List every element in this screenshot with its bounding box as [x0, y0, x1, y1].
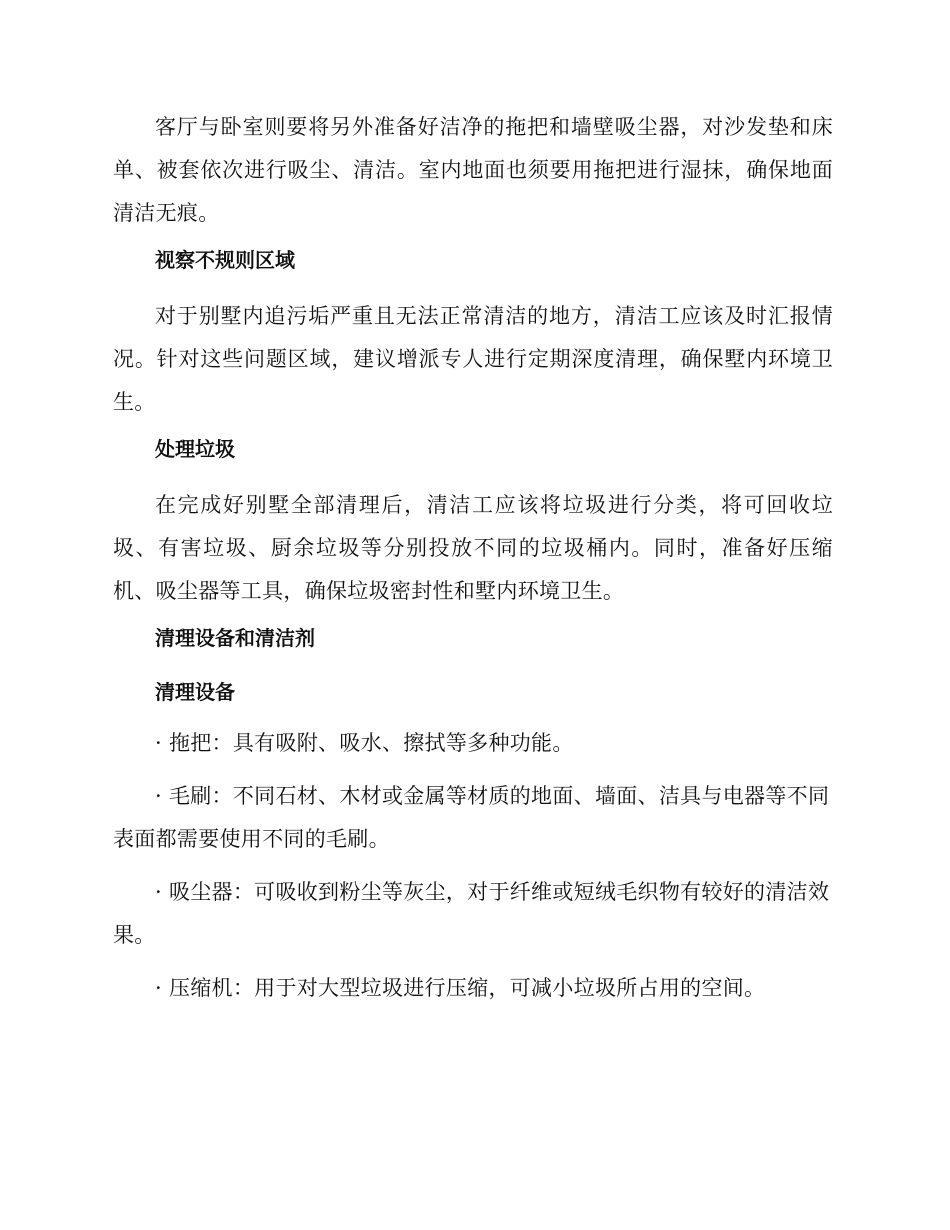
list-item-compressor: · 压缩机：用于对大型垃圾进行压缩，可减小垃圾所占用的空间。	[155, 976, 766, 1000]
list-item-brush: · 毛刷：不同石材、木材或金属等材质的地面、墙面、洁具与电器等不同表面都需要使用不同的毛刷。	[113, 784, 830, 851]
paragraph-living-room-cleaning: 客厅与卧室则要将另外准备好洁净的拖把和墙壁吸尘器，对沙发垫和床单、被套依次进行吸尘、清洁。室内地面也须要用拖把进行湿抹，确保地面清洁无痕。	[113, 115, 833, 225]
heading-equipment: 清理设备	[155, 680, 235, 704]
document-page	[113, 106, 833, 1010]
heading-irregular-areas: 视察不规则区域	[155, 248, 295, 272]
heading-garbage: 处理垃圾	[155, 437, 235, 461]
paragraph-garbage: 在完成好别墅全部清理后，清洁工应该将垃圾进行分类，将可回收垃圾、有害垃圾、厨余垃圾等分别投放不同的垃圾桶内。同时，准备好压缩机、吸尘器等工具，确保垃圾密封性和墅内环境卫生。	[113, 493, 833, 603]
paragraph-irregular-areas: 对于别墅内追污垢严重且无法正常清洁的地方，清洁工应该及时汇报情况。针对这些问题区域，建议增派专人进行定期深度清理，确保墅内环境卫生。	[113, 304, 833, 414]
list-item-vacuum: · 吸尘器：可吸收到粉尘等灰尘，对于纤维或短绒毛织物有较好的清洁效果。	[113, 880, 830, 947]
heading-equipment-and-detergents: 清理设备和清洁剂	[155, 626, 315, 650]
list-item-mop: · 拖把：具有吸附、吸水、擦拭等多种功能。	[155, 731, 574, 755]
